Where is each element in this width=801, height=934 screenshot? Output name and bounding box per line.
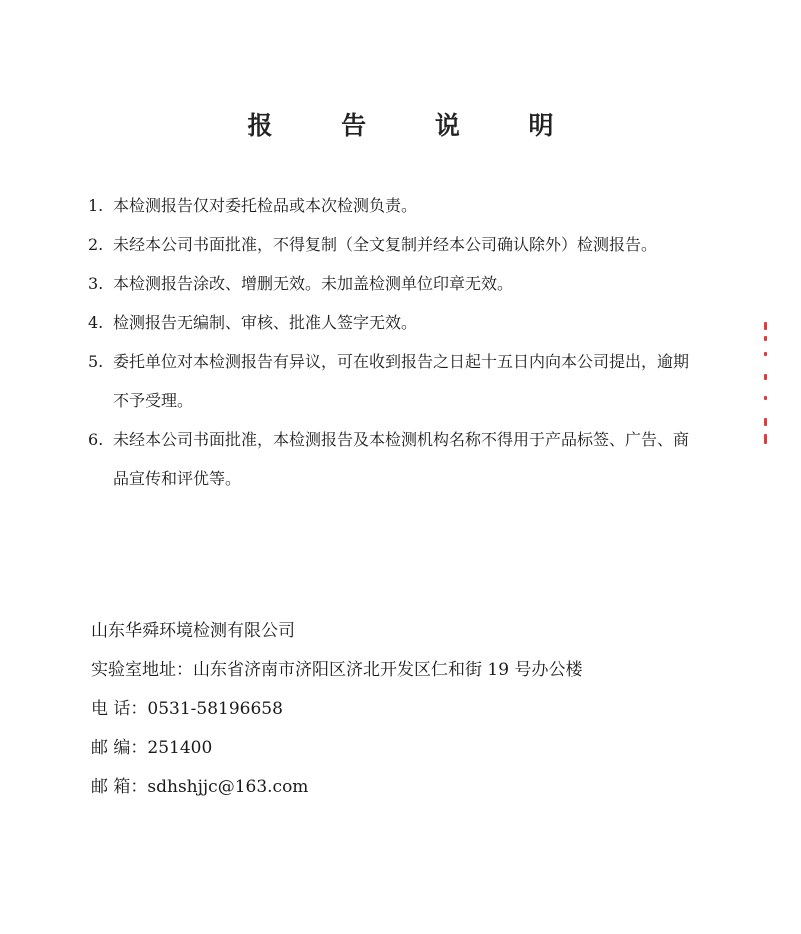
page-title: 报 告 说 明 [247, 111, 584, 140]
note-number: 3. [88, 274, 104, 293]
note-text: 委托单位对本检测报告有异议，可在收到报告之日起十五日内向本公司提出，逾期不予受理。 [113, 352, 690, 410]
address-label: 实验室地址： [91, 660, 193, 680]
note-number: 1. [88, 196, 104, 215]
seal-mark [764, 434, 767, 444]
note-text: 未经本公司书面批准，本检测报告及本检测机构名称不得用于产品标签、广告、商品宣传和评优等。 [113, 430, 690, 488]
note-number: 5. [88, 352, 104, 371]
phone-value: 0531-58196658 [147, 699, 283, 719]
note-number: 2. [88, 235, 104, 254]
note-number: 4. [88, 313, 104, 332]
address-row [91, 651, 582, 690]
seal-mark [764, 336, 767, 341]
email-label: 邮 箱： [91, 777, 148, 797]
company-name: 山东华舜环境检测有限公司 [91, 621, 295, 641]
postcode-value: 251400 [147, 738, 213, 758]
note-item-5 [88, 342, 718, 420]
report-notes-list [88, 186, 718, 498]
note-item-3 [88, 264, 718, 303]
seal-mark [764, 418, 767, 426]
note-item-1 [88, 186, 718, 225]
phone-row [91, 690, 582, 729]
note-item-4 [88, 303, 718, 342]
note-text: 本检测报告仅对委托检品或本次检测负责。 [113, 196, 418, 215]
postcode-row [91, 729, 582, 768]
note-number: 6. [88, 430, 104, 449]
seal-mark [764, 374, 767, 380]
seal-stamp-edge [764, 322, 768, 444]
seal-mark [764, 322, 767, 330]
company-info [91, 612, 582, 807]
phone-label: 电 话： [91, 699, 148, 719]
address-value: 山东省济南市济阳区济北开发区仁和街 19 号办公楼 [193, 660, 583, 680]
note-item-6 [88, 420, 718, 498]
email-row [91, 768, 582, 807]
note-item-2 [88, 225, 718, 264]
note-text: 检测报告无编制、审核、批准人签字无效。 [113, 313, 418, 332]
postcode-label: 邮 编： [91, 738, 148, 758]
email-value: sdhshjjc@163.com [147, 777, 309, 797]
note-text: 未经本公司书面批准，不得复制（全文复制并经本公司确认除外）检测报告。 [113, 235, 658, 254]
seal-mark [764, 396, 767, 400]
note-text: 本检测报告涂改、增删无效。未加盖检测单位印章无效。 [113, 274, 514, 293]
seal-mark [764, 352, 767, 356]
